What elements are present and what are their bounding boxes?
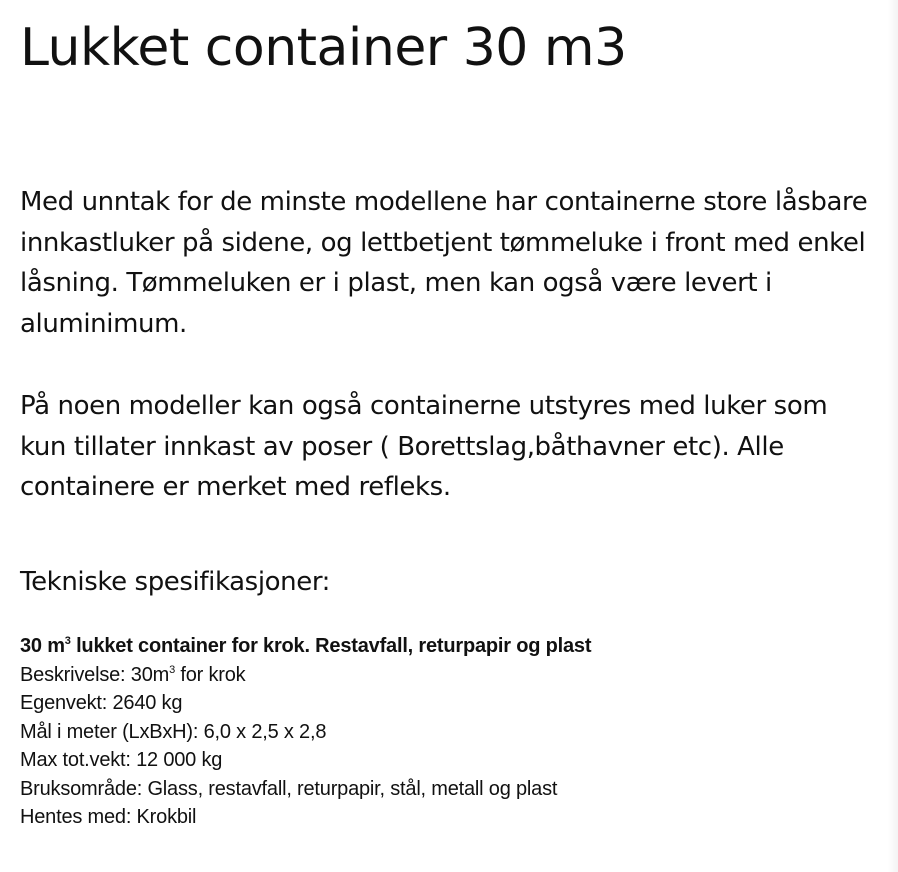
spec-max-weight: Max tot.vekt: 12 000 kg bbox=[20, 749, 223, 771]
spec-description-superscript: 3 bbox=[169, 663, 175, 676]
spec-product-suffix: lukket container for krok. Restavfall, returpapir og plast bbox=[70, 635, 592, 657]
page-edge-shadow bbox=[888, 0, 898, 872]
spec-description-line bbox=[20, 661, 591, 690]
description-paragraph-2: På noen modeller kan også containerne utstyres med luker som kun tillater innkast av poser ( Borettslag,båthavner etc). Alle containere er merket med refleks. bbox=[20, 391, 828, 502]
description-paragraph-1: Med unntak for de minste modellene har containerne store låsbare innkastluker på sidene, og lettbetjent tømmeluke i front med enkel låsning. Tømmeluken er i plast, men kan også være levert i aluminimum. bbox=[20, 187, 868, 339]
spec-usage: Bruksområde: Glass, restavfall, returpapir, stål, metall og plast bbox=[20, 777, 558, 800]
spec-weight: Egenvekt: 2640 kg bbox=[20, 692, 183, 714]
specifications-heading: Tekniske spesifikasjoner: bbox=[20, 567, 331, 597]
page-title: Lukket container 30 m3 bbox=[20, 18, 627, 78]
spec-pickup: Hentes med: Krokbil bbox=[20, 806, 197, 828]
spec-product-superscript: 3 bbox=[64, 635, 71, 647]
spec-product-line bbox=[20, 632, 591, 661]
spec-dimensions: Mål i meter (LxBxH): 6,0 x 2,5 x 2,8 bbox=[20, 720, 327, 743]
spec-product-prefix: 30 m bbox=[20, 635, 65, 657]
specifications-list bbox=[20, 632, 591, 832]
spec-description-suffix: for krok bbox=[175, 663, 246, 686]
spec-description-prefix: Beskrivelse: 30m bbox=[20, 663, 170, 686]
